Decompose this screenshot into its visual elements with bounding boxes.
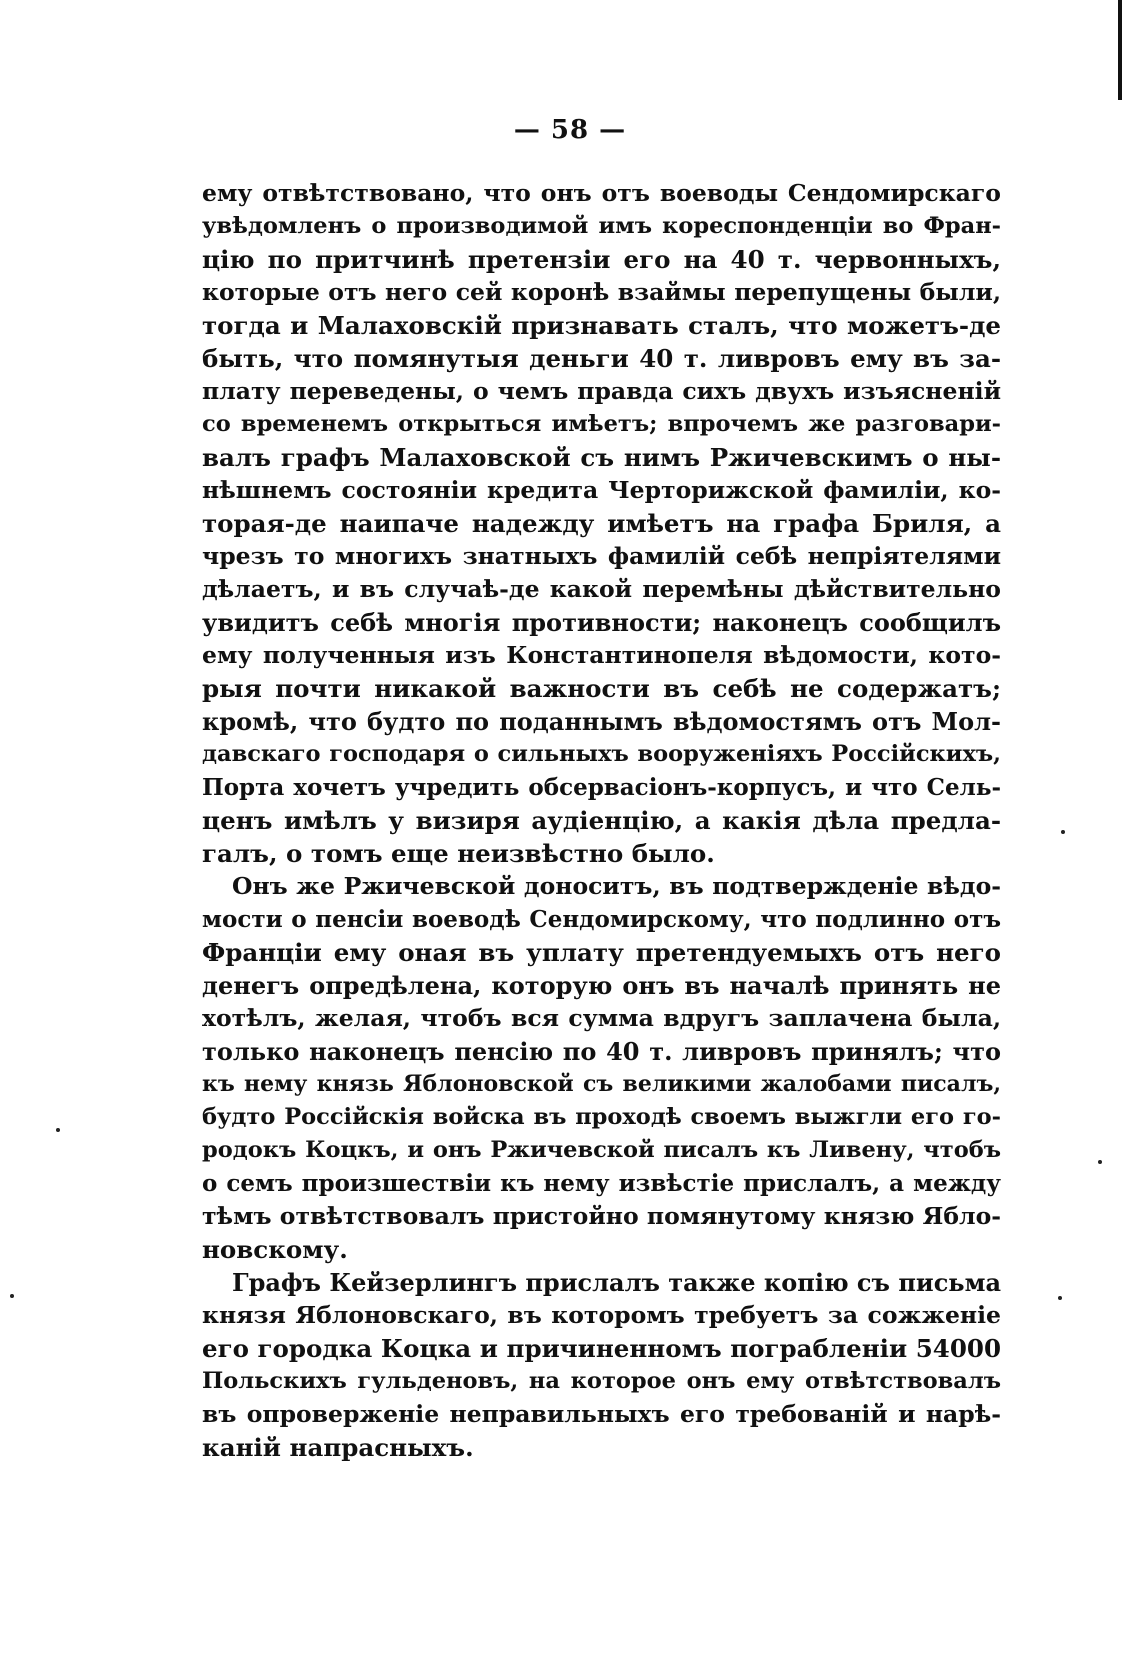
text-line: тѣмъ отвѣтствовалъ пристойно помянутому князю Ябло- [202, 1202, 1001, 1230]
text-line: только наконецъ пенсію по 40 т. ливровъ принялъ; что [202, 1037, 1001, 1066]
page-edge-line [1118, 0, 1122, 100]
text-line: Графъ Кейзерлингъ прислалъ также копію съ письма [232, 1268, 1001, 1297]
text-line: хотѣлъ, желая, чтобъ вся сумма вдругъ заплачена была, [202, 1004, 1001, 1032]
text-line: увѣдомленъ о производимой имъ кореспонденціи во Фран- [202, 213, 1001, 239]
text-line: Польскихъ гульденовъ, на которое онъ ему отвѣтствовалъ [202, 1368, 1001, 1394]
text-line: ему полученныя изъ Константинопеля вѣдомости, кото- [202, 641, 1001, 669]
text-line: родокъ Коцкъ, и онъ Ржичевской писалъ къ Ливену, чтобъ [202, 1137, 1001, 1163]
text-line: мости о пенсіи воеводѣ Сендомирскому, что подлинно отъ [202, 906, 1001, 933]
text-line: со временемъ открыться имѣетъ; впрочемъ же разговари- [202, 411, 1001, 437]
text-line: каній напрасныхъ. [202, 1433, 474, 1462]
text-line: кромѣ, что будто по поданнымъ вѣдомостямъ отъ Мол- [202, 707, 1001, 736]
text-line: тогда и Малаховскій признавать сталъ, что можетъ-де [202, 311, 1001, 340]
text-line: рыя почти никакой важности въ себѣ не содержатъ; [202, 674, 1001, 703]
text-line: Франціи ему оная въ уплату претендуемыхъ отъ него [202, 938, 1001, 967]
text-line: дѣлаетъ, и въ случаѣ-де какой перемѣны дѣйствительно [202, 575, 1001, 603]
text-line: князя Яблоновскаго, въ которомъ требуетъ за сожженіе [202, 1301, 1001, 1329]
text-line: его городка Коцка и причиненномъ пограбленіи 54000 [202, 1334, 1001, 1363]
text-line: въ опроверженіе неправильныхъ его требованій и нарѣ- [202, 1400, 1001, 1428]
text-line: новскому. [202, 1235, 348, 1264]
text-line: цію по притчинѣ претензіи его на 40 т. червонныхъ, [202, 245, 1001, 274]
page-number: — 58 — [513, 115, 627, 145]
text-line: плату переведены, о чемъ правда сихъ двухъ изъясненій [202, 377, 1001, 405]
print-speck [1058, 1296, 1062, 1300]
print-speck [1098, 1160, 1102, 1164]
text-line: ему отвѣтствовано, что онъ отъ воеводы Сендомирскаго [202, 179, 1001, 207]
text-line: Онъ же Ржичевской доноситъ, въ подтвержденіе вѣдо- [232, 872, 1001, 900]
text-line: денегъ опредѣлена, которую онъ въ началѣ принять не [202, 971, 1001, 1000]
text-line: давскаго господаря о сильныхъ вооруженіяхъ Россійскихъ, [202, 741, 1001, 767]
text-line: которые отъ него сей коронѣ взаймы перепущены были, [202, 278, 1001, 306]
text-line: галъ, о томъ еще неизвѣстно было. [202, 839, 715, 868]
text-line: быть, что помянутыя деньги 40 т. ливровъ ему въ за- [202, 344, 1001, 373]
text-line: о семъ произшествіи къ нему извѣстіе прислалъ, а между [202, 1170, 1001, 1197]
print-speck [1061, 830, 1065, 834]
text-line: валъ графъ Малаховской съ нимъ Ржичевскимъ о ны- [202, 443, 1001, 472]
print-speck [56, 1128, 60, 1132]
text-line: будто Россійскія войска въ проходѣ своемъ выжгли его го- [202, 1104, 1001, 1130]
text-line: ценъ имѣлъ у визиря аудіенцію, а какія дѣла предла- [202, 806, 1001, 835]
text-line: нѣшнемъ состояніи кредита Черторижской фамиліи, ко- [202, 476, 1001, 504]
text-line: чрезъ то многихъ знатныхъ фамилій себѣ непріятелями [202, 542, 1001, 570]
text-line: увидитъ себѣ многія противности; наконецъ сообщилъ [202, 608, 1001, 637]
body-text [202, 177, 1001, 1464]
text-line: къ нему князь Яблоновской съ великими жалобами писалъ, [202, 1071, 1001, 1097]
text-line: Порта хочетъ учредить обсервасіонъ-корпусъ, и что Сель- [202, 774, 1001, 801]
text-line: торая-де наипаче надежду имѣетъ на графа Бриля, а [202, 509, 1001, 538]
print-speck [10, 1294, 14, 1298]
